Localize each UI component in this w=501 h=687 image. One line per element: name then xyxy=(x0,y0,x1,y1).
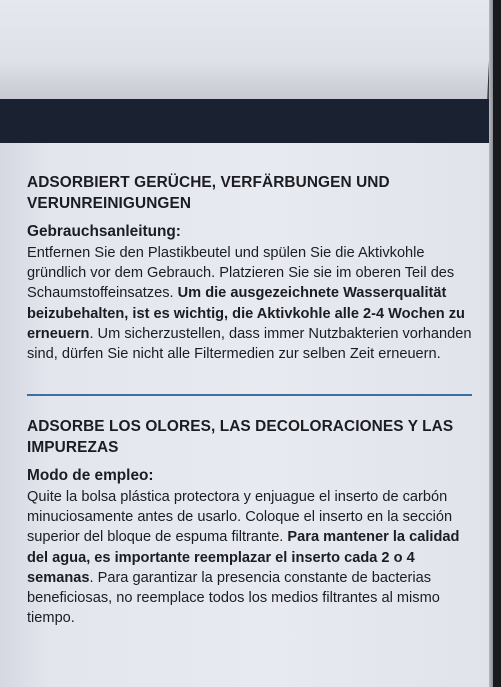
spanish-body-part1: Quite la bolsa plástica protectora y enjuague el inserto de carbón minuciosamente antes de usarlo. Coloque el inserto en la sección superior del bloque de espuma filtrante. xyxy=(27,489,453,546)
box-side-edge xyxy=(489,0,493,687)
navy-color-band xyxy=(0,99,493,143)
german-heading: ADSORBIERT GERÜCHE, VERFÄRBUNGEN UND VERUNREINIGUNGEN xyxy=(27,174,390,212)
german-body xyxy=(27,243,477,364)
german-body-part1: Entfernen Sie den Plastikbeutel und spülen Sie die Aktivkohle gründlich vor dem Gebrauch. Platzieren Sie sie im oberen Teil des Schaumstoffeinsatzes. xyxy=(27,245,455,302)
section-divider xyxy=(27,394,472,396)
german-instructions xyxy=(27,172,477,364)
spanish-body-part2: . Para garantizar la presencia constante de bacterias beneficiosas, no reemplace todos los medios filtrantes al mismo tiempo. xyxy=(27,569,440,627)
german-body-bold: Um die ausgezeichnete Wasserqualität beizubehalten, ist es wichtig, die Aktivkohle alle 2-4 Wochen zu erneuern xyxy=(27,285,465,342)
spanish-heading: ADSORBE LOS OLORES, LAS DECOLORACIONES Y LAS IMPUREZAS xyxy=(27,418,454,456)
spanish-instructions xyxy=(27,416,477,628)
spanish-body-bold: Para mantener la calidad del agua, es importante reemplazar el inserto cada 2 o 4 semanas xyxy=(27,529,460,586)
german-subheading: Gebrauchsanleitung: xyxy=(27,223,181,240)
german-body-part2: . Um sicherzustellen, dass immer Nutzbakterien vorhanden sind, dürfen Sie nicht alle Filtermedien zur selben Zeit erneuern. xyxy=(27,325,472,363)
spanish-subheading: Modo de empleo: xyxy=(27,467,154,484)
box-top-shadow xyxy=(0,62,492,100)
spanish-body xyxy=(27,487,477,628)
